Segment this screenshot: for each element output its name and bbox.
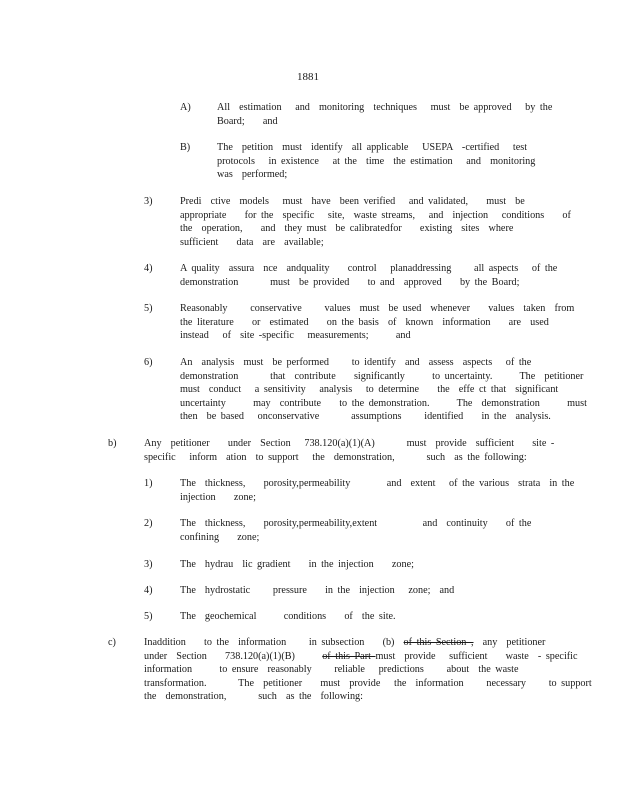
- item-label-b3: 3): [144, 559, 153, 570]
- item-text-b: Any petitioner under Section 738.120(a)(1)(A) must provide sufficient site - specific inform ation to support the demonstration, such as the following:: [144, 438, 555, 463]
- item-label-A: A): [180, 102, 191, 113]
- item-label-B: B): [180, 142, 191, 153]
- item-text-b2: The thickness, porosity,permeability,extent and continuity of the confining zone;: [180, 518, 532, 543]
- item-text-b1: The thickness, porosity,permeability and extent of the various strata in the injection zone;: [180, 478, 575, 503]
- item-text-4: A quality assura nce andquality control planaddressing all aspects of the demonstration must be provided to and approved by the Board;: [180, 263, 558, 288]
- item-text-6: An analysis must be performed to identify and assess aspects of the demonstration that contribute significantly to uncertainty. The petitioner must conduct a sensitivity analysis to determine the effe ct that significant uncertainty may contribute to the demonstration. The demonstration must then be based onconservative assumptions identified in the analysis.: [180, 357, 587, 422]
- item-label-4: 4): [144, 263, 153, 274]
- item-text-5: Reasonably conservative values must be used whenever values taken from the literature or estimated on the basis of known information are used instead of site -specific measurements; and: [180, 303, 575, 341]
- item-label-c: c): [108, 637, 116, 648]
- item-label-b: b): [108, 438, 117, 449]
- item-text-b3: The hydrau lic gradient in the injection zone;: [180, 559, 414, 570]
- item-text-b4: The hydrostatic pressure in the injection zone; and: [180, 585, 455, 596]
- item-label-b4: 4): [144, 585, 153, 596]
- struck-text-section: of this Section ,: [403, 637, 474, 648]
- item-text-b5: The geochemical conditions of the site.: [180, 611, 396, 622]
- item-label-b5: 5): [144, 611, 153, 622]
- page-number: 1881: [297, 71, 319, 83]
- struck-text-part: of this Part: [322, 650, 376, 662]
- item-text-A: All estimation and monitoring techniques must be approved by the Board; and: [217, 102, 553, 127]
- item-label-5: 5): [144, 303, 153, 314]
- item-label-6: 6): [144, 357, 153, 368]
- item-text-B: The petition must identify all applicable USEPA -certified test protocols in existence at the time the estimation and monitoring was performed;: [217, 142, 536, 180]
- item-label-3: 3): [144, 196, 153, 207]
- item-label-b1: 1): [144, 478, 153, 489]
- item-text-3: Predi ctive models must have been verified and validated, must be appropriate for the specific site, waste streams, and injection conditions of the operation, and they must be calibratedfor existing sites where sufficient data are available;: [180, 196, 571, 248]
- item-label-b2: 2): [144, 518, 153, 529]
- item-text-c: Inaddition to the information in subsection (b) of this Section , any petitioner under Section 738.120(a)(1)(B) of this Part must provide sufficient waste - specific information to ensure reasonably reliable predictions about the waste transformation. The petitioner must provide the information necessary to support the demonstration, such as the following:: [144, 637, 592, 702]
